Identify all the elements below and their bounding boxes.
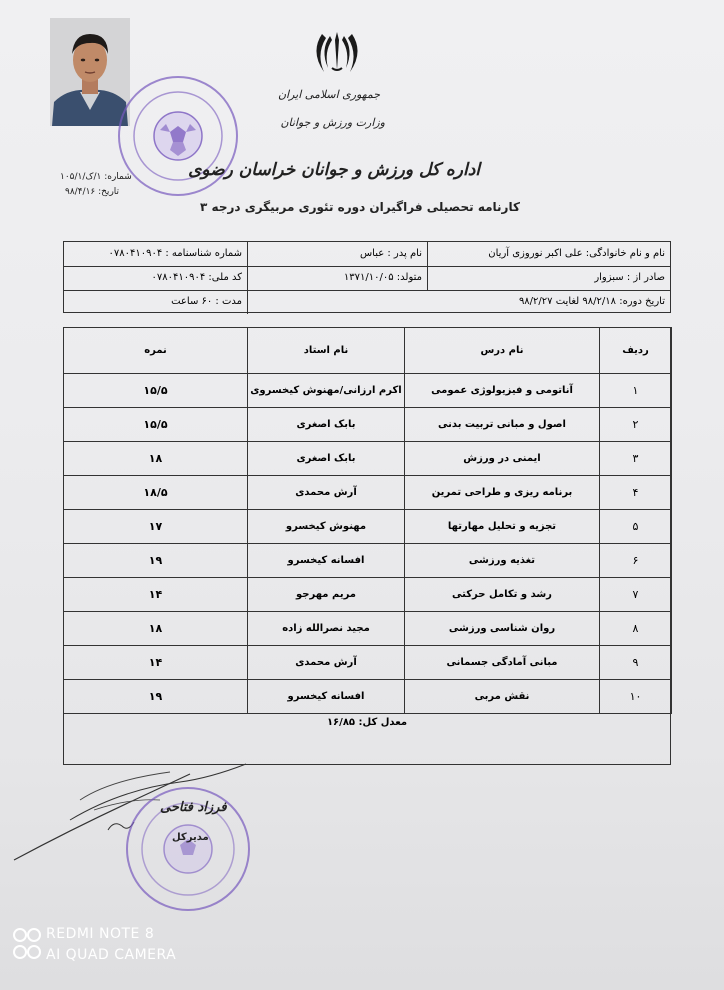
index-cell: ۲ [600,408,672,442]
score-cell: ۱۹ [64,544,248,578]
score-cell: ۱۵/۵ [64,408,248,442]
header-teacher: نام استاد [248,328,405,374]
score-cell: ۱۷ [64,510,248,544]
score-cell: ۱۴ [64,578,248,612]
applicant-photo [50,18,130,126]
course-dates: تاریخ دوره: ۹۸/۲/۱۸ لغایت ۹۸/۲/۲۷ [518,296,665,307]
table-row [64,510,672,544]
teacher-cell: بابک اصغری [248,442,405,476]
score-cell: ۱۸ [64,442,248,476]
course-cell: روان شناسی ورزشی [405,612,600,646]
office-title: اداره کل ورزش و جوانان خراسان رضوی [188,160,480,180]
index-cell: ۱ [600,374,672,408]
course-cell: اصول و مبانی تربیت بدنی [405,408,600,442]
watermark-camera: AI QUAD CAMERA [46,947,177,963]
teacher-cell: مریم مهرجو [248,578,405,612]
course-cell: رشد و تکامل حرکتی [405,578,600,612]
teacher-cell: بابک اصغری [248,408,405,442]
watermark-model: REDMI NOTE 8 [46,926,155,942]
table-row [64,612,672,646]
camera-lens-icon [12,926,42,962]
teacher-cell: اکرم ارزانی/مهنوش کیخسروی [248,374,405,408]
course-cell: برنامه ریزی و طراحی تمرین [405,476,600,510]
course-cell: ایمنی در ورزش [405,442,600,476]
applicant-info-table [63,241,671,313]
table-row [64,646,672,680]
camera-watermark [12,924,176,966]
index-cell: ۹ [600,646,672,680]
table-row [64,680,672,714]
teacher-cell: آرش محمدی [248,646,405,680]
table-row [64,476,672,510]
index-cell: ۴ [600,476,672,510]
grades-table [63,327,671,765]
table-row [64,442,672,476]
birth-date: متولد: ۱۳۷۱/۱۰/۰۵ [343,272,422,283]
table-row [64,544,672,578]
report-title: کارنامه تحصیلی فراگیران دوره تئوری مربیگری درجه ۳ [200,200,520,214]
signer-name: فرزاد فتاحی [160,800,227,815]
table-row [64,408,672,442]
header-index: ردیف [600,328,672,374]
teacher-cell: مهنوش کیخسرو [248,510,405,544]
issued-from: صادر از : سبزوار [594,272,665,283]
reference-number: شماره: ۱/ک/۱۰۵/۱ [60,172,132,182]
overall-average: معدل کل: ۱۶/۸۵ [326,717,408,728]
teacher-cell: مجید نصرالله زاده [248,612,405,646]
teacher-cell: افسانه کیخسرو [248,680,405,714]
course-cell: تجزیه و تحلیل مهارتها [405,510,600,544]
table-row [64,374,672,408]
score-cell: ۱۴ [64,646,248,680]
score-cell: ۱۸/۵ [64,476,248,510]
score-cell: ۱۵/۵ [64,374,248,408]
header-score: نمره [64,328,248,374]
index-cell: ۱۰ [600,680,672,714]
gov-line-ministry: وزارت ورزش و جوانان [280,116,385,129]
info-row [64,242,670,267]
index-cell: ۷ [600,578,672,612]
reference-date: تاریخ: ۹۸/۴/۱۶ [65,187,120,197]
signer-role: مدیرکل [172,832,209,843]
full-name: نام و نام خانوادگی: علی اکبر نوروزی آریان [488,248,665,259]
course-cell: تغذیه ورزشی [405,544,600,578]
gov-line-republic: جمهوری اسلامی ایران [277,88,380,101]
father-name: نام پدر : عباس [359,248,422,259]
national-code: کد ملی: ۰۷۸۰۴۱۰۹۰۴ [151,272,242,283]
index-cell: ۶ [600,544,672,578]
score-cell: ۱۹ [64,680,248,714]
course-cell: مبانی آمادگی جسمانی [405,646,600,680]
index-cell: ۳ [600,442,672,476]
course-cell: نقش مربی [405,680,600,714]
header-course: نام درس [405,328,600,374]
index-cell: ۵ [600,510,672,544]
score-cell: ۱۸ [64,612,248,646]
info-row [64,290,670,314]
course-cell: آناتومی و فیزیولوژی عمومی [405,374,600,408]
teacher-cell: افسانه کیخسرو [248,544,405,578]
table-row [64,578,672,612]
id-number: شماره شناسنامه : ۰۷۸۰۴۱۰۹۰۴ [108,248,242,259]
info-row [64,266,670,291]
index-cell: ۸ [600,612,672,646]
teacher-cell: آرش محمدی [248,476,405,510]
iran-emblem-icon [312,30,362,78]
course-duration: مدت : ۶۰ ساعت [171,296,242,307]
table-header-row [64,328,672,374]
